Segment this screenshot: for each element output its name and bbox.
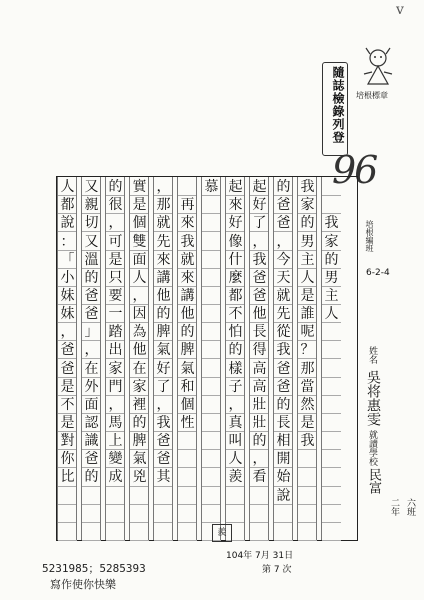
grid-cell: 妹 bbox=[58, 286, 77, 305]
grid-cell: 主 bbox=[322, 286, 341, 305]
grid-cell: 天 bbox=[274, 268, 293, 287]
grid-cell: 我 bbox=[322, 213, 341, 232]
grid-cell: 都 bbox=[58, 195, 77, 214]
grid-cell: 為 bbox=[130, 322, 149, 341]
grid-cell bbox=[322, 449, 341, 468]
grid-cell: 脾 bbox=[154, 322, 173, 341]
grid-cell: 子 bbox=[226, 377, 245, 396]
grid-cell bbox=[202, 359, 221, 378]
grid-cell: 切 bbox=[82, 213, 101, 232]
grid-cell: 說 bbox=[58, 213, 77, 232]
grid-cell: 氣 bbox=[130, 449, 149, 468]
grid-cell: 的 bbox=[298, 213, 317, 232]
grid-cell: 爸 bbox=[250, 286, 269, 305]
grid-cell: 他 bbox=[154, 286, 173, 305]
grid-cell: 人 bbox=[322, 304, 341, 323]
grid-cell bbox=[202, 413, 221, 432]
grid-cell: 壯 bbox=[250, 413, 269, 432]
grid-cell bbox=[250, 504, 269, 523]
grid-cell bbox=[322, 522, 341, 541]
grid-cell: 講 bbox=[154, 268, 173, 287]
grid-cell bbox=[202, 467, 221, 486]
grid-cell bbox=[322, 340, 341, 359]
grid-cell bbox=[202, 195, 221, 214]
grid-cell bbox=[202, 286, 221, 305]
grid-cell: 叫 bbox=[226, 431, 245, 450]
grid-cell: 慕 bbox=[202, 177, 221, 196]
grid-cell bbox=[202, 486, 221, 505]
grid-cell: 起 bbox=[226, 177, 245, 196]
grid-cell bbox=[202, 231, 221, 250]
grid-cell: 的 bbox=[274, 395, 293, 414]
grid-cell: 面 bbox=[130, 250, 149, 269]
grid-cell bbox=[202, 340, 221, 359]
grid-cell: 就 bbox=[178, 250, 197, 269]
grid-cell: 兇 bbox=[130, 467, 149, 486]
grid-cell: 再 bbox=[178, 195, 197, 214]
grid-cell: 很 bbox=[106, 195, 125, 214]
footer-page: 第 7 次 bbox=[262, 565, 292, 575]
grid-cell bbox=[106, 486, 125, 505]
grid-cell bbox=[178, 449, 197, 468]
grid-cell bbox=[58, 522, 77, 541]
grid-cell: 是 bbox=[298, 286, 317, 305]
grid-cell: 就 bbox=[154, 213, 173, 232]
grid-cell bbox=[202, 377, 221, 396]
grid-cell bbox=[322, 413, 341, 432]
grid-cell bbox=[130, 504, 149, 523]
grid-cell: 先 bbox=[154, 231, 173, 250]
grid-cell bbox=[58, 504, 77, 523]
footer-date: 104年 7月 31日 bbox=[226, 551, 294, 561]
grid-cell: 人 bbox=[226, 449, 245, 468]
grid-cell bbox=[130, 522, 149, 541]
grid-cell: 得 bbox=[250, 340, 269, 359]
grid-column bbox=[81, 177, 101, 540]
grid-cell: 的 bbox=[226, 340, 245, 359]
grid-cell: 實 bbox=[130, 177, 149, 196]
grid-cell: 講 bbox=[178, 286, 197, 305]
grid-cell: 小 bbox=[58, 268, 77, 287]
grid-cell bbox=[154, 522, 173, 541]
grid-cell: 氣 bbox=[154, 340, 173, 359]
grid-cell bbox=[322, 377, 341, 396]
grid-cell bbox=[202, 322, 221, 341]
grid-cell: 家 bbox=[130, 377, 149, 396]
grid-cell bbox=[298, 486, 317, 505]
grid-cell bbox=[322, 431, 341, 450]
grid-cell: 爸 bbox=[82, 304, 101, 323]
grid-cell: 那 bbox=[154, 195, 173, 214]
grid-cell bbox=[274, 522, 293, 541]
writing-grid bbox=[56, 176, 358, 541]
grid-cell: 來 bbox=[226, 195, 245, 214]
grid-cell bbox=[202, 449, 221, 468]
grid-cell: 什 bbox=[226, 250, 245, 269]
school-name: 民富 bbox=[366, 468, 381, 494]
grid-cell: 踏 bbox=[106, 322, 125, 341]
grid-cell: 的 bbox=[154, 304, 173, 323]
grid-column bbox=[273, 177, 293, 540]
grid-cell: 的 bbox=[178, 322, 197, 341]
grid-cell: 像 bbox=[226, 231, 245, 250]
grid-cell bbox=[298, 522, 317, 541]
grid-cell: 爸 bbox=[154, 449, 173, 468]
grid-cell: 又 bbox=[82, 177, 101, 196]
grid-cell: 氣 bbox=[178, 359, 197, 378]
corner-box: 羨 bbox=[212, 524, 232, 542]
grid-cell bbox=[154, 504, 173, 523]
grid-cell bbox=[322, 467, 341, 486]
grid-cell: 當 bbox=[298, 377, 317, 396]
grid-cell: 我 bbox=[298, 177, 317, 196]
grid-cell bbox=[154, 486, 173, 505]
grid-cell bbox=[106, 522, 125, 541]
grid-cell: ， bbox=[58, 322, 77, 341]
grid-column bbox=[321, 177, 341, 540]
grid-cell: 和 bbox=[178, 377, 197, 396]
grid-cell: 在 bbox=[130, 359, 149, 378]
grid-cell: 說 bbox=[274, 486, 293, 505]
grid-cell: 就 bbox=[274, 286, 293, 305]
handwritten-date: 6-2-4 bbox=[366, 268, 390, 278]
grid-cell: 爸 bbox=[82, 286, 101, 305]
grid-cell: 對 bbox=[58, 431, 77, 450]
grid-cell: 誰 bbox=[298, 304, 317, 323]
grid-cell: 「 bbox=[58, 250, 77, 269]
grid-column bbox=[129, 177, 149, 540]
grid-cell: 好 bbox=[226, 213, 245, 232]
logo-caption: 培根標章 bbox=[356, 91, 388, 100]
grid-cell: 上 bbox=[106, 431, 125, 450]
grid-cell: 羨 bbox=[226, 467, 245, 486]
grid-cell bbox=[202, 213, 221, 232]
grid-cell: ， bbox=[106, 213, 125, 232]
grid-cell: 家 bbox=[298, 195, 317, 214]
grid-cell: 的 bbox=[106, 177, 125, 196]
grid-cell: 壯 bbox=[250, 395, 269, 414]
grid-cell bbox=[202, 304, 221, 323]
grid-cell bbox=[130, 486, 149, 505]
review-stamp-box bbox=[322, 62, 348, 156]
grid-cell bbox=[58, 486, 77, 505]
grid-cell: 外 bbox=[82, 377, 101, 396]
grid-cell: 好 bbox=[154, 359, 173, 378]
grid-cell: 個 bbox=[178, 395, 197, 414]
grid-cell: 脾 bbox=[130, 431, 149, 450]
grid-cell: 的 bbox=[250, 431, 269, 450]
grid-cell: 爸 bbox=[274, 359, 293, 378]
grid-cell: 因 bbox=[130, 304, 149, 323]
grid-cell: 在 bbox=[82, 359, 101, 378]
grid-cell: ， bbox=[106, 395, 125, 414]
grid-cell bbox=[106, 504, 125, 523]
grid-cell bbox=[178, 467, 197, 486]
grid-column bbox=[297, 177, 317, 540]
grid-cell: 麼 bbox=[226, 268, 245, 287]
grid-cell bbox=[202, 395, 221, 414]
grid-cell bbox=[178, 486, 197, 505]
grid-cell bbox=[322, 395, 341, 414]
grid-cell bbox=[82, 504, 101, 523]
grid-cell: 爸 bbox=[82, 449, 101, 468]
grid-cell: 又 bbox=[82, 231, 101, 250]
grid-cell: 成 bbox=[106, 467, 125, 486]
grid-cell: 樣 bbox=[226, 359, 245, 378]
grid-cell: 來 bbox=[154, 250, 173, 269]
grid-cell: ， bbox=[274, 231, 293, 250]
grid-cell bbox=[298, 449, 317, 468]
grid-cell: 長 bbox=[250, 322, 269, 341]
grid-cell: 可 bbox=[106, 231, 125, 250]
grid-cell: ， bbox=[250, 231, 269, 250]
grid-cell: ， bbox=[130, 286, 149, 305]
grid-cell: 比 bbox=[58, 467, 77, 486]
score: 96 bbox=[332, 148, 377, 192]
grid-cell: 開 bbox=[274, 449, 293, 468]
reviewer-label: 培根編班 bbox=[365, 220, 374, 252]
grid-cell bbox=[202, 504, 221, 523]
grid-cell: 男 bbox=[298, 231, 317, 250]
grid-cell bbox=[250, 522, 269, 541]
grade: 二年 bbox=[389, 498, 399, 516]
grid-column bbox=[201, 177, 221, 540]
grid-cell: 相 bbox=[274, 431, 293, 450]
grid-cell: 不 bbox=[226, 304, 245, 323]
grid-cell bbox=[322, 359, 341, 378]
grid-cell: 的 bbox=[130, 413, 149, 432]
corner-scribble: v bbox=[396, 2, 404, 18]
grid-cell bbox=[322, 486, 341, 505]
grid-cell: 今 bbox=[274, 250, 293, 269]
grid-cell bbox=[298, 504, 317, 523]
grid-cell: 爸 bbox=[154, 431, 173, 450]
grid-cell: 始 bbox=[274, 467, 293, 486]
grid-cell: 要 bbox=[106, 286, 125, 305]
grid-cell: 我 bbox=[154, 413, 173, 432]
grid-cell: 的 bbox=[322, 250, 341, 269]
name-label: 姓名 bbox=[367, 346, 377, 364]
grid-cell: 不 bbox=[58, 395, 77, 414]
grid-cell: 怕 bbox=[226, 322, 245, 341]
grid-cell: 呢 bbox=[298, 322, 317, 341]
grid-cell bbox=[226, 504, 245, 523]
grid-cell: 是 bbox=[106, 250, 125, 269]
grid-cell bbox=[178, 504, 197, 523]
grid-cell: ？ bbox=[298, 340, 317, 359]
grid-cell bbox=[298, 467, 317, 486]
grid-cell: 他 bbox=[250, 304, 269, 323]
grid-cell: 我 bbox=[250, 250, 269, 269]
grid-cell: 人 bbox=[130, 268, 149, 287]
grid-cell: 人 bbox=[298, 268, 317, 287]
grid-cell bbox=[178, 431, 197, 450]
slogan: 寫作使你快樂 bbox=[50, 578, 116, 591]
grid-cell: 個 bbox=[130, 213, 149, 232]
grid-cell bbox=[322, 322, 341, 341]
grid-cell: 裡 bbox=[130, 395, 149, 414]
grid-cell: ， bbox=[154, 395, 173, 414]
grid-cell: 他 bbox=[130, 340, 149, 359]
grid-column bbox=[225, 177, 245, 540]
grid-cell: 是 bbox=[298, 413, 317, 432]
grid-cell: 一 bbox=[106, 304, 125, 323]
grid-cell: 識 bbox=[82, 431, 101, 450]
grid-cell: 是 bbox=[58, 377, 77, 396]
grid-cell: 那 bbox=[298, 359, 317, 378]
grid-cell: 家 bbox=[106, 359, 125, 378]
grid-cell bbox=[202, 250, 221, 269]
grid-cell: 性 bbox=[178, 413, 197, 432]
grid-cell bbox=[178, 522, 197, 541]
grid-cell: 認 bbox=[82, 413, 101, 432]
grid-cell bbox=[202, 268, 221, 287]
grid-cell: 親 bbox=[82, 195, 101, 214]
grid-cell: 的 bbox=[274, 177, 293, 196]
grid-cell: 門 bbox=[106, 377, 125, 396]
grid-cell: 爸 bbox=[274, 195, 293, 214]
grid-cell: 爸 bbox=[250, 268, 269, 287]
grid-cell: 只 bbox=[106, 268, 125, 287]
grid-cell: 了 bbox=[250, 213, 269, 232]
grid-cell: ， bbox=[154, 177, 173, 196]
grid-cell: 你 bbox=[58, 449, 77, 468]
grid-cell: 人 bbox=[58, 177, 77, 196]
grid-cell: 我 bbox=[274, 340, 293, 359]
grid-cell bbox=[322, 504, 341, 523]
grid-cell: 從 bbox=[274, 322, 293, 341]
grid-cell: 出 bbox=[106, 340, 125, 359]
grid-column bbox=[177, 177, 197, 540]
grid-cell bbox=[250, 486, 269, 505]
grid-cell: 男 bbox=[322, 268, 341, 287]
grid-cell: 來 bbox=[178, 268, 197, 287]
grid-cell bbox=[226, 486, 245, 505]
grid-column bbox=[153, 177, 173, 540]
grid-cell: 溫 bbox=[82, 250, 101, 269]
grid-cell bbox=[202, 431, 221, 450]
grid-cell bbox=[274, 504, 293, 523]
grid-cell: 爸 bbox=[58, 340, 77, 359]
grid-cell: 真 bbox=[226, 413, 245, 432]
mascot-logo-icon bbox=[358, 44, 398, 88]
grid-cell: 主 bbox=[298, 250, 317, 269]
grid-cell: ， bbox=[250, 449, 269, 468]
grid-cell: 我 bbox=[178, 231, 197, 250]
school-label: 就讀學校 bbox=[367, 430, 377, 466]
grid-cell bbox=[322, 177, 341, 196]
grid-cell: 好 bbox=[250, 195, 269, 214]
grid-cell: 其 bbox=[154, 467, 173, 486]
grid-cell: 來 bbox=[178, 213, 197, 232]
grid-cell bbox=[82, 522, 101, 541]
grid-cell: 是 bbox=[58, 413, 77, 432]
grid-column bbox=[57, 177, 77, 540]
grid-cell bbox=[82, 486, 101, 505]
grid-cell: 先 bbox=[274, 304, 293, 323]
grid-cell: 看 bbox=[250, 467, 269, 486]
grid-cell: 爸 bbox=[274, 213, 293, 232]
grid-cell: 他 bbox=[178, 304, 197, 323]
grid-cell: 變 bbox=[106, 449, 125, 468]
grid-cell: 是 bbox=[130, 195, 149, 214]
class: 六班 bbox=[405, 498, 415, 516]
grid-column bbox=[105, 177, 125, 540]
grid-cell: 爸 bbox=[58, 359, 77, 378]
grid-cell: ， bbox=[226, 395, 245, 414]
grid-cell: 脾 bbox=[178, 340, 197, 359]
review-stamp-text: 隨誌檢錄列登 bbox=[331, 66, 345, 144]
grid-cell: 我 bbox=[298, 431, 317, 450]
grid-cell: 馬 bbox=[106, 413, 125, 432]
phone-numbers: 5231985；5285393 bbox=[42, 562, 146, 575]
grid-cell: 的 bbox=[82, 268, 101, 287]
grid-cell: 然 bbox=[298, 395, 317, 414]
grid-cell: 妹 bbox=[58, 304, 77, 323]
grid-cell: 面 bbox=[82, 395, 101, 414]
grid-cell: 家 bbox=[322, 231, 341, 250]
grid-cell: 雙 bbox=[130, 231, 149, 250]
grid-cell: 」 bbox=[82, 322, 101, 341]
grid-cell: 爸 bbox=[274, 377, 293, 396]
grid-cell: 高 bbox=[250, 359, 269, 378]
grid-cell: 了 bbox=[154, 377, 173, 396]
grid-cell: 都 bbox=[226, 286, 245, 305]
grid-cell: 起 bbox=[250, 177, 269, 196]
grid-column bbox=[249, 177, 269, 540]
grid-cell: ： bbox=[58, 231, 77, 250]
grid-cell: 長 bbox=[274, 413, 293, 432]
grid-cell: 的 bbox=[82, 467, 101, 486]
student-name: 吳将惠雯 bbox=[365, 370, 381, 426]
grid-cell: ， bbox=[82, 340, 101, 359]
grid-cell: 高 bbox=[250, 377, 269, 396]
